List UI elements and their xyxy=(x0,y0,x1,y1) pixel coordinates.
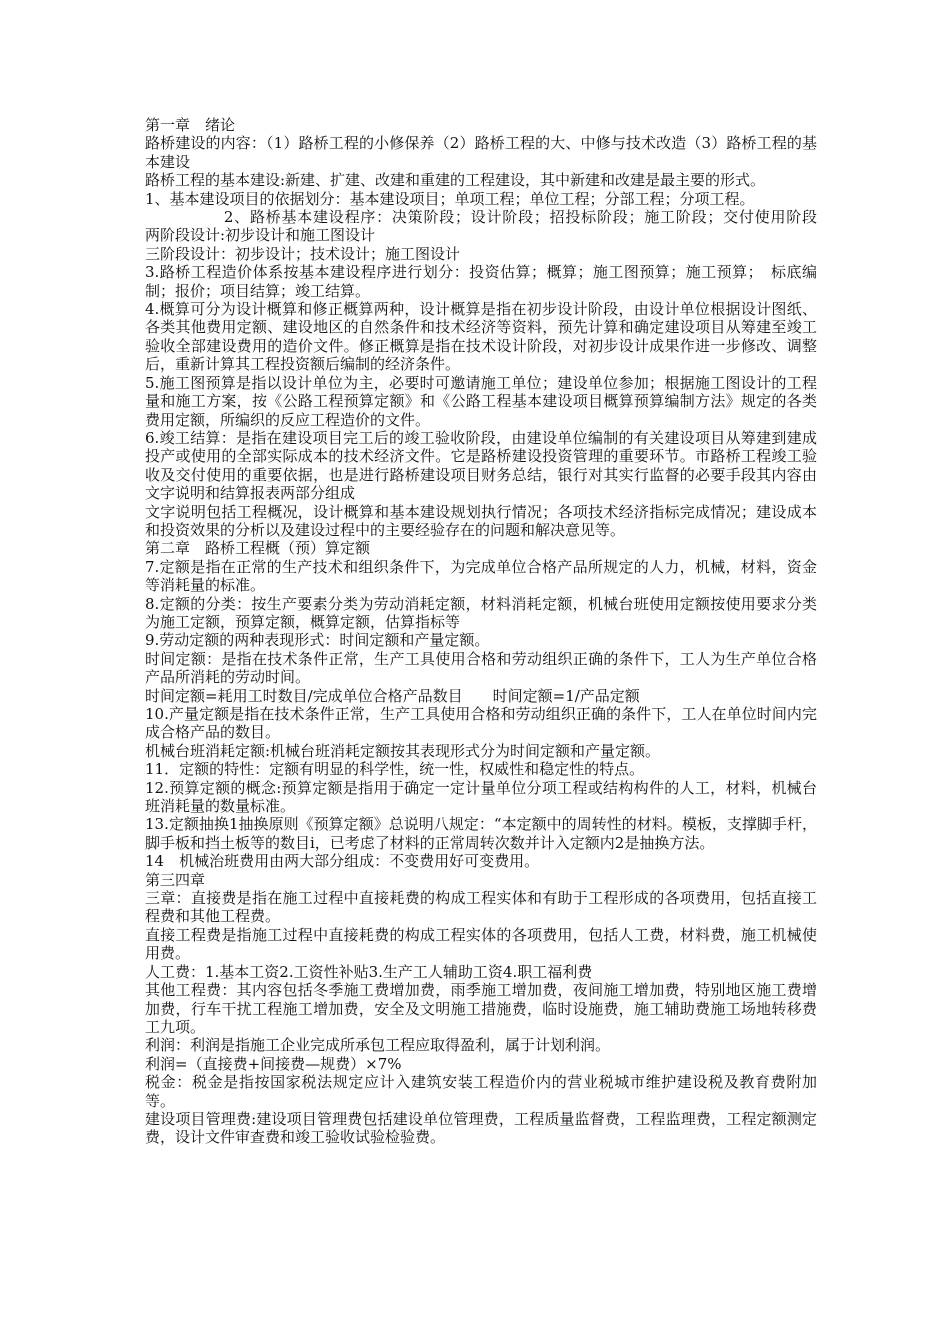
paragraph: 税金：税金是指按国家税法规定应计入建筑安装工程造价内的营业税城市维护建设税及教育费附加等。 xyxy=(145,1073,817,1110)
paragraph: 时间定额：是指在技术条件正常，生产工具使用合格和劳动组织正确的条件下，工人为生产单位合格产品所消耗的劳动时间。 xyxy=(145,649,817,687)
paragraph: 三阶段设计：初步设计；技术设计；施工图设计 xyxy=(145,244,461,263)
paragraph: 14 机械治班费用由两大部分组成：不变费用好可变费用。 xyxy=(145,852,540,871)
paragraph: 8.定额的分类：按生产要素分类为劳动消耗定额，材料消耗定额，机械台班使用定额按使用要求分类为施工定额，预算定额，概算定额，估算指标等 xyxy=(145,594,817,631)
paragraph: 路桥建设的内容：（1）路桥工程的小修保养（2）路桥工程的大、中修与技术改造（3）路桥工程的基本建设 xyxy=(145,134,817,171)
formula-line: 时间定额=耗用工时数目/完成单位合格产品数目 时间定额=1/产品定额 xyxy=(145,686,640,705)
paragraph: 2、路桥基本建设程序：决策阶段；设计阶段；招投标阶段；施工阶段；交付使用阶段 两阶段设计:初步设计和施工图设计 xyxy=(145,208,893,245)
paragraph: 其他工程费：其内容包括冬季施工费增加费，雨季施工增加费，夜间施工增加费，特别地区施工费增加费，行车干扰工程施工增加费，安全及文明施工措施费，临时设施费，施工辅助费施工场地转移费工九项。 xyxy=(145,981,817,1036)
paragraph: 利润：利润是指施工企业完成所承包工程应取得盈利，属于计划利润。 xyxy=(145,1036,611,1055)
document-body xyxy=(145,116,893,1147)
paragraph: 1、基本建设项目的依据划分：基本建设项目；单项工程；单位工程；分部工程；分项工程。 xyxy=(145,189,755,208)
paragraph: 5.施工图预算是指以设计单位为主，必要时可邀请施工单位；建设单位参加；根据施工图设计的工程量和施工方案，按《公路工程预算定额》和《公路工程基本建设项目概算预算编制方法》规定的各类费用定额，所编织的反应工程造价的文件。 xyxy=(145,373,817,429)
chapter-2-heading: 第二章 路桥工程概（预）算定额 xyxy=(145,539,371,558)
paragraph: 人工费：1.基本工资2.工资性补贴3.生产工人辅助工资4.职工福利费 xyxy=(145,962,593,981)
paragraph: 12.预算定额的概念:预算定额是指用于确定一定计量单位分项工程或结构构件的人工，材料，机械台班消耗量的数量标准。 xyxy=(145,778,817,816)
paragraph: 文字说明包括工程概况，设计概算和基本建设规划执行情况；各项技术经济指标完成情况；建设成本和投资效果的分析以及建设过程中的主要经验存在的问题和解决意见等。 xyxy=(145,502,817,539)
chapter-1-heading: 第一章 绪论 xyxy=(145,116,236,134)
paragraph: 建设项目管理费:建设项目管理费包括建设单位管理费，工程质量监督费，工程监理费，工程定额测定费，设计文件审查费和竣工验收试验检验费。 xyxy=(145,1109,817,1147)
paragraph: 13.定额抽换1抽换原则《预算定额》总说明八规定：“本定额中的周转性的材料。模板，支撑脚手杆，脚手板和挡土板等的数目i，已考虑了材料的正常周转次数并计入定额内2是抽换方法。 xyxy=(145,815,817,852)
paragraph: 6.竣工结算：是指在建设项目完工后的竣工验收阶段，由建设单位编制的有关建设项目从筹建到建成投产或使用的全部实际成本的技术经济文件。它是路桥建设投资管理的重要环节。市路桥工程竣工验收及交付使用的重要依据，也是进行路桥建设项目财务总结，银行对其实行监督的必要手段其内容由文字说明和结算报表两部分组成 xyxy=(145,428,817,503)
paragraph: 7.定额是指在正常的生产技术和组织条件下，为完成单位合格产品所规定的人力，机械，材料，资金等消耗量的标准。 xyxy=(145,557,817,595)
paragraph: 路桥工程的基本建设:新建、扩建、改建和重建的工程建设，其中新建和改建是最主要的形式。 xyxy=(145,171,766,190)
paragraph: 机械台班消耗定额:机械台班消耗定额按其表现形式分为时间定额和产量定额。 xyxy=(145,741,661,760)
paragraph: 3.路桥工程造价体系按基本建设程序进行划分：投资估算；概算；施工图预算；施工预算； 标底编制；报价；项目结算；竣工结算。 xyxy=(145,263,817,300)
paragraph: 直接工程费是指施工过程中直接耗费的构成工程实体的各项费用，包括人工费，材料费，施工机械使用费。 xyxy=(145,925,817,963)
paragraph: 10.产量定额是指在技术条件正常，生产工具使用合格和劳动组织正确的条件下，工人在单位时间内完成合格产品的数目。 xyxy=(145,705,817,742)
formula-line: 利润=（直接费+间接费—规费）×7% xyxy=(145,1054,402,1073)
paragraph: 4.概算可分为设计概算和修正概算两种，设计概算是指在初步设计阶段，由设计单位根据设计图纸、各类其他费用定额、建设地区的自然条件和技术经济等资料，预先计算和确定建设项目从筹建至竣工验收全部建设费用的造价文件。修正概算是指在技术设计阶段，对初步设计成果作进一步修改、调整后，重新计算其工程投资额后编制的经济条件。 xyxy=(145,300,817,374)
paragraph: 9.劳动定额的两种表现形式：时间定额和产量定额。 xyxy=(145,631,490,650)
paragraph: 11．定额的特性：定额有明显的科学性，统一性，权威性和稳定性的特点。 xyxy=(145,760,645,779)
paragraph: 三章：直接费是指在施工过程中直接耗费的构成工程实体和有助于工程形成的各项费用，包括直接工程费和其他工程费。 xyxy=(145,889,817,926)
chapter-3-4-heading: 第三四章 xyxy=(145,870,206,889)
